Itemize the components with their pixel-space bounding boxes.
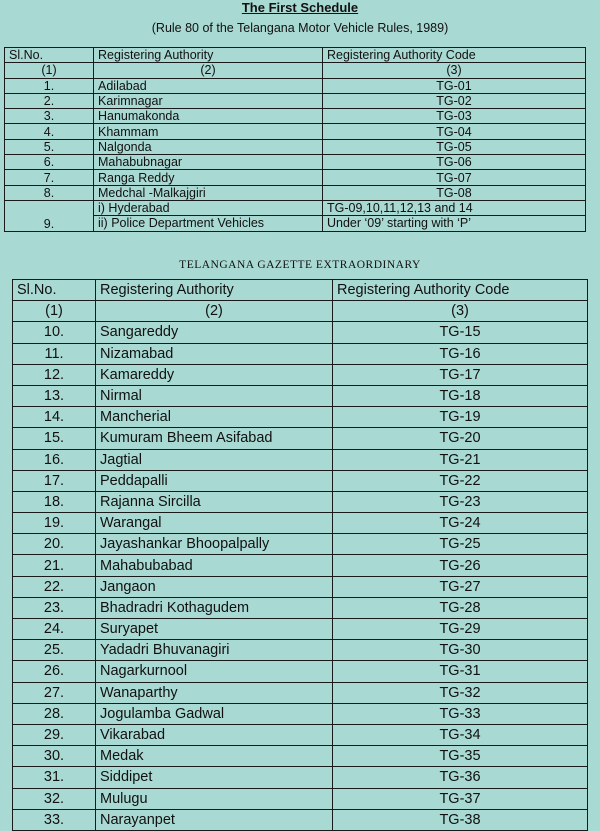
table-number-row bbox=[5, 63, 586, 78]
header-num2: (2) bbox=[94, 63, 323, 78]
table2-body bbox=[13, 322, 588, 831]
row-code: TG-20 bbox=[333, 428, 588, 449]
row-authority: Karimnagar bbox=[94, 93, 323, 108]
row-sl-no: 15. bbox=[13, 428, 96, 449]
table-row bbox=[13, 322, 588, 343]
row-authority: Medak bbox=[96, 746, 333, 767]
table-row bbox=[13, 724, 588, 745]
row-sl-no: 11. bbox=[13, 343, 96, 364]
table-row bbox=[5, 139, 586, 154]
row-sl-no: 17. bbox=[13, 470, 96, 491]
row-sl-no: 26. bbox=[13, 661, 96, 682]
row-code: TG-04 bbox=[323, 124, 586, 139]
row-sl-no: 18. bbox=[13, 491, 96, 512]
row-code: TG-07 bbox=[323, 170, 586, 185]
table-row bbox=[13, 470, 588, 491]
header-code: Registering Authority Code bbox=[323, 48, 586, 63]
row-sl-no: 3. bbox=[5, 109, 94, 124]
row-authority: Ranga Reddy bbox=[94, 170, 323, 185]
row-sl-no: 10. bbox=[13, 322, 96, 343]
row-sl-no: 27. bbox=[13, 682, 96, 703]
row-code: TG-28 bbox=[333, 597, 588, 618]
table-row bbox=[13, 746, 588, 767]
row-sl-no: 31. bbox=[13, 767, 96, 788]
table-header-row bbox=[13, 280, 588, 301]
row-authority: Vikarabad bbox=[96, 724, 333, 745]
table-row bbox=[13, 576, 588, 597]
row-code: TG-38 bbox=[333, 809, 588, 830]
row-authority: Nagarkurnool bbox=[96, 661, 333, 682]
table-row bbox=[5, 109, 586, 124]
row-sl-no: 7. bbox=[5, 170, 94, 185]
row-code: TG-30 bbox=[333, 640, 588, 661]
row-authority: Mulugu bbox=[96, 788, 333, 809]
row-sl-no: 22. bbox=[13, 576, 96, 597]
row-sl-no: 33. bbox=[13, 809, 96, 830]
table-number-row bbox=[13, 301, 588, 322]
table-header-row bbox=[5, 48, 586, 63]
row-code: TG-03 bbox=[323, 109, 586, 124]
row-code: TG-31 bbox=[333, 661, 588, 682]
table-row bbox=[13, 555, 588, 576]
row-code: TG-35 bbox=[333, 746, 588, 767]
table-row bbox=[13, 428, 588, 449]
row-code: TG-18 bbox=[333, 385, 588, 406]
table-row bbox=[13, 767, 588, 788]
row-authority: Jogulamba Gadwal bbox=[96, 703, 333, 724]
row-code: TG-37 bbox=[333, 788, 588, 809]
row-sl-no: 14. bbox=[13, 407, 96, 428]
row-authority: Narayanpet bbox=[96, 809, 333, 830]
table-row bbox=[13, 703, 588, 724]
row9-sub-ii-code: Under ‘09’ starting with ‘P’ bbox=[323, 216, 586, 231]
row-sl-no: 2. bbox=[5, 93, 94, 108]
row-code: TG-16 bbox=[333, 343, 588, 364]
schedule-table-part1 bbox=[4, 47, 586, 232]
gazette-header: TELANGANA GAZETTE EXTRAORDINARY bbox=[179, 259, 421, 271]
table-row bbox=[5, 155, 586, 170]
table-row bbox=[13, 682, 588, 703]
row-authority: Medchal -Malkajgiri bbox=[94, 185, 323, 200]
row-authority: Peddapalli bbox=[96, 470, 333, 491]
header-authority: Registering Authority bbox=[96, 280, 333, 301]
row-sl-no: 30. bbox=[13, 746, 96, 767]
header-sl-no: Sl.No. bbox=[5, 48, 94, 63]
header-num3: (3) bbox=[323, 63, 586, 78]
table-row bbox=[5, 185, 586, 200]
row-code: TG-29 bbox=[333, 619, 588, 640]
header-num1: (1) bbox=[5, 63, 94, 78]
table-row bbox=[5, 170, 586, 185]
table-row bbox=[5, 124, 586, 139]
row-authority: Khammam bbox=[94, 124, 323, 139]
table-row bbox=[5, 200, 586, 215]
table-row bbox=[13, 534, 588, 555]
row-code: TG-32 bbox=[333, 682, 588, 703]
row-authority: Warangal bbox=[96, 513, 333, 534]
table-row bbox=[13, 597, 588, 618]
row-authority: Hanumakonda bbox=[94, 109, 323, 124]
table-row bbox=[13, 661, 588, 682]
row-authority: Yadadri Bhuvanagiri bbox=[96, 640, 333, 661]
row-authority: Suryapet bbox=[96, 619, 333, 640]
header-num2: (2) bbox=[96, 301, 333, 322]
row-sl-no: 5. bbox=[5, 139, 94, 154]
table-row bbox=[13, 640, 588, 661]
row-code: TG-26 bbox=[333, 555, 588, 576]
table-row bbox=[5, 78, 586, 93]
table-row bbox=[13, 407, 588, 428]
row-authority: Nalgonda bbox=[94, 139, 323, 154]
schedule-title: The First Schedule bbox=[241, 0, 359, 15]
row9-group bbox=[5, 200, 586, 231]
table1-body bbox=[5, 78, 586, 200]
row-authority: Mancherial bbox=[96, 407, 333, 428]
row-code: TG-05 bbox=[323, 139, 586, 154]
row-sl-no: 13. bbox=[13, 385, 96, 406]
row-sl-no: 28. bbox=[13, 703, 96, 724]
table-row bbox=[13, 343, 588, 364]
row-code: TG-17 bbox=[333, 364, 588, 385]
header-num3: (3) bbox=[333, 301, 588, 322]
row-sl-no: 25. bbox=[13, 640, 96, 661]
row-sl-no: 19. bbox=[13, 513, 96, 534]
row-code: TG-01 bbox=[323, 78, 586, 93]
row-sl-no: 32. bbox=[13, 788, 96, 809]
row-authority: Nizamabad bbox=[96, 343, 333, 364]
row-authority: Jagtial bbox=[96, 449, 333, 470]
table-row bbox=[13, 513, 588, 534]
row-code: TG-19 bbox=[333, 407, 588, 428]
row-authority: Rajanna Sircilla bbox=[96, 491, 333, 512]
row-code: TG-08 bbox=[323, 185, 586, 200]
table-row bbox=[13, 364, 588, 385]
header-num1: (1) bbox=[13, 301, 96, 322]
row-code: TG-02 bbox=[323, 93, 586, 108]
table-row bbox=[13, 385, 588, 406]
row-code: TG-33 bbox=[333, 703, 588, 724]
row-authority: Kumuram Bheem Asifabad bbox=[96, 428, 333, 449]
row-authority: Mahabubnagar bbox=[94, 155, 323, 170]
row-authority: Kamareddy bbox=[96, 364, 333, 385]
row-sl-no: 8. bbox=[5, 185, 94, 200]
row-code: TG-21 bbox=[333, 449, 588, 470]
row-sl-no: 20. bbox=[13, 534, 96, 555]
row-authority: Nirmal bbox=[96, 385, 333, 406]
row-code: TG-36 bbox=[333, 767, 588, 788]
row-authority: Mahabubabad bbox=[96, 555, 333, 576]
schedule-table-part2 bbox=[12, 279, 588, 831]
row-sl-no: 6. bbox=[5, 155, 94, 170]
row-sl-no: 16. bbox=[13, 449, 96, 470]
row-sl-no: 29. bbox=[13, 724, 96, 745]
table-row bbox=[13, 619, 588, 640]
row9-sub-i-authority: i) Hyderabad bbox=[94, 200, 323, 215]
row-code: TG-24 bbox=[333, 513, 588, 534]
row-authority: Jangaon bbox=[96, 576, 333, 597]
row-sl-no: 12. bbox=[13, 364, 96, 385]
table-row bbox=[5, 93, 586, 108]
row-sl-no: 1. bbox=[5, 78, 94, 93]
row9-sub-i-code: TG-09,10,11,12,13 and 14 bbox=[323, 200, 586, 215]
row-authority: Sangareddy bbox=[96, 322, 333, 343]
header-authority: Registering Authority bbox=[94, 48, 323, 63]
row-code: TG-15 bbox=[333, 322, 588, 343]
row-sl-no: 21. bbox=[13, 555, 96, 576]
row-code: TG-22 bbox=[333, 470, 588, 491]
row-code: TG-27 bbox=[333, 576, 588, 597]
row-authority: Siddipet bbox=[96, 767, 333, 788]
header-code: Registering Authority Code bbox=[333, 280, 588, 301]
header-sl-no: Sl.No. bbox=[13, 280, 96, 301]
row-sl-no: 23. bbox=[13, 597, 96, 618]
row9-sub-ii-authority: ii) Police Department Vehicles bbox=[94, 216, 323, 231]
row-authority: Jayashankar Bhoopalpally bbox=[96, 534, 333, 555]
row-sl-no: 24. bbox=[13, 619, 96, 640]
row-code: TG-06 bbox=[323, 155, 586, 170]
table-row bbox=[13, 491, 588, 512]
table-row bbox=[13, 449, 588, 470]
row-authority: Wanaparthy bbox=[96, 682, 333, 703]
row-authority: Adilabad bbox=[94, 78, 323, 93]
row-sl-no: 4. bbox=[5, 124, 94, 139]
row-authority: Bhadradri Kothagudem bbox=[96, 597, 333, 618]
row-code: TG-34 bbox=[333, 724, 588, 745]
table-row bbox=[13, 809, 588, 830]
table-row bbox=[13, 788, 588, 809]
schedule-subtitle: (Rule 80 of the Telangana Motor Vehicle Rules, 1989) bbox=[151, 21, 449, 35]
row-code: TG-25 bbox=[333, 534, 588, 555]
row9-sl: 9. bbox=[5, 200, 94, 231]
row-code: TG-23 bbox=[333, 491, 588, 512]
